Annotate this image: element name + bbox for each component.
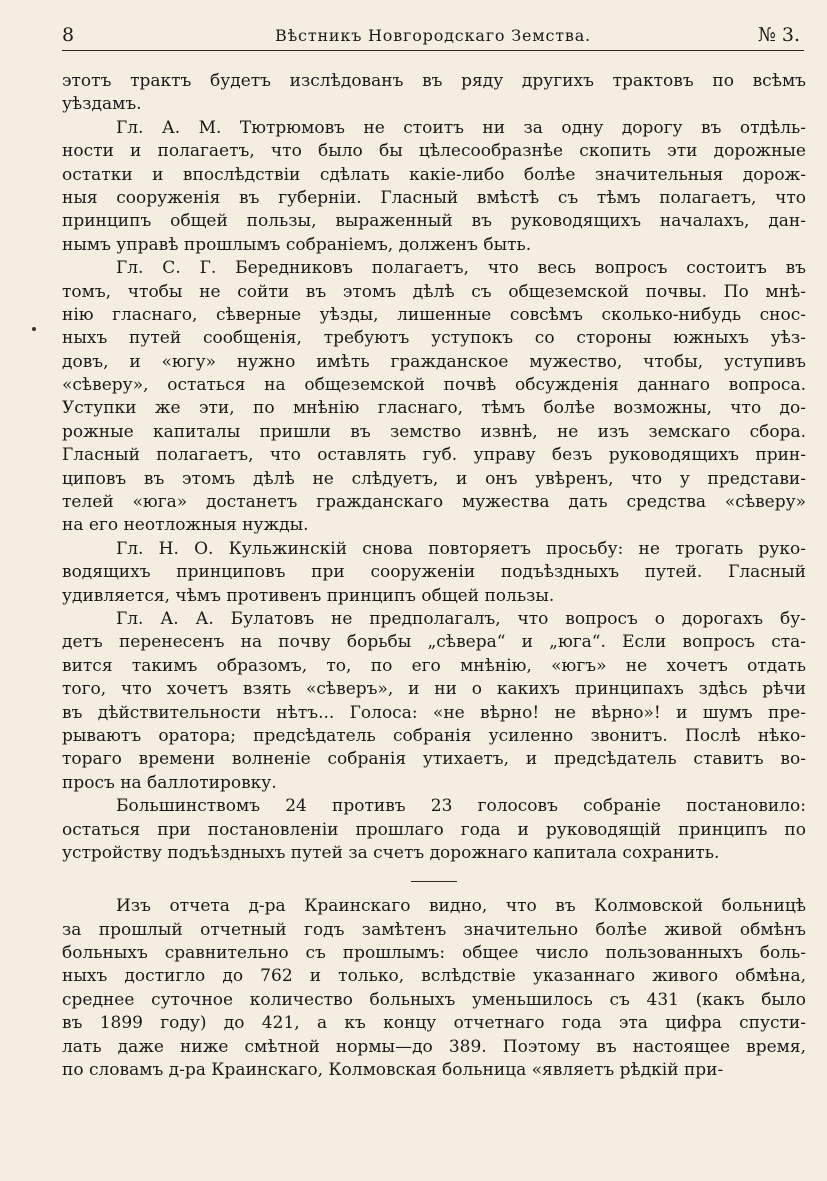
text-line: въ дѣйствительности нѣтъ... Голоса: «не вѣрно! не вѣрно»! и шумъ пре- bbox=[62, 702, 806, 723]
text-line: ныхъ достигло до 762 и только, вслѣдствіе указаннаго живого обмѣна, bbox=[62, 966, 806, 987]
text-line: нію гласнаго, сѣверные уѣзды, лишенные совсѣмъ сколько-нибудь снос- bbox=[62, 304, 806, 325]
journal-title: Вѣстникъ Новгородскаго Земства. bbox=[275, 26, 591, 45]
paragraph bbox=[62, 538, 806, 608]
text-line: того, что хочетъ взять «сѣверъ», и ни о какихъ принципахъ здѣсь рѣчи bbox=[62, 679, 806, 700]
text-line: Уступки же эти, по мнѣнію гласнаго, тѣмъ болѣе возможны, что до- bbox=[62, 398, 806, 419]
main-text-block bbox=[62, 70, 806, 865]
text-line: по словамъ д-ра Краинскаго, Колмовская больница «являетъ рѣдкій при- bbox=[62, 1060, 724, 1081]
text-line: среднее суточное количество больныхъ уменьшилось съ 431 (какъ было bbox=[62, 989, 806, 1010]
text-line: этотъ трактъ будетъ изслѣдованъ въ ряду другихъ трактовъ по всѣмъ bbox=[62, 71, 806, 91]
text-line: «сѣверу», остаться на общеземской почвѣ обсужденія даннаго вопроса. bbox=[62, 375, 806, 396]
body-text bbox=[62, 70, 806, 1082]
paragraph bbox=[62, 257, 806, 538]
issue-number: № 3. bbox=[757, 24, 800, 46]
text-line: уѣздамъ. bbox=[62, 94, 142, 115]
text-line: за прошлый отчетный годъ замѣтенъ значительно болѣе живой обмѣнъ bbox=[62, 919, 806, 940]
hospital-report-text-block bbox=[62, 895, 806, 1082]
text-line: Гл. Н. О. Кульжинскій снова повторяетъ просьбу: не трогать руко- bbox=[116, 538, 806, 559]
text-line: томъ, чтобы не сойти въ этомъ дѣлѣ съ общеземской почвы. По мнѣ- bbox=[62, 281, 806, 302]
text-line: Большинствомъ 24 противъ 23 голосовъ собраніе постановило: bbox=[116, 796, 806, 817]
text-line: остаться при постановленіи прошлаго года и руководящій принципъ по bbox=[62, 819, 806, 840]
text-line: Гл. С. Г. Бередниковъ полагаетъ, что весь вопросъ состоитъ въ bbox=[116, 258, 806, 279]
text-line: телей «юга» достанетъ гражданскаго мужества дать средства «сѣверу» bbox=[62, 492, 806, 513]
paragraph bbox=[62, 895, 806, 1082]
text-line: вится такимъ образомъ, то, по его мнѣнію, «югъ» не хочетъ отдать bbox=[62, 655, 806, 676]
text-line: принципъ общей пользы, выраженный въ руководящихъ началахъ, дан- bbox=[62, 211, 806, 232]
text-line: на его неотложныя нужды. bbox=[62, 515, 309, 536]
text-line: въ 1899 году) до 421, а къ концу отчетнаго года эта цифра спусти- bbox=[62, 1013, 806, 1034]
text-line: Гл. А. А. Булатовъ не предполагалъ, что вопросъ о дорогахъ бу- bbox=[116, 608, 806, 629]
text-line: удивляется, чѣмъ противенъ принципъ общей пользы. bbox=[62, 585, 555, 606]
paragraph bbox=[62, 608, 806, 795]
text-line: Гласный полагаетъ, что оставлять губ. управу безъ руководящихъ прин- bbox=[62, 445, 806, 466]
text-line: водящихъ принциповъ при сооруженіи подъѣздныхъ путей. Гласный bbox=[62, 562, 806, 583]
text-line: Изъ отчета д-ра Краинскаго видно, что въ Колмовской больницѣ bbox=[116, 896, 806, 917]
text-line: просъ на баллотировку. bbox=[62, 772, 277, 793]
text-line: нымъ управѣ прошлымъ собраніемъ, долженъ быть. bbox=[62, 234, 532, 255]
text-line: рываютъ оратора; предсѣдатель собранія усиленно звонитъ. Послѣ нѣко- bbox=[62, 725, 806, 746]
paragraph bbox=[62, 117, 806, 257]
page-number: 8 bbox=[62, 24, 75, 46]
text-line: устройству подъѣздныхъ путей за счетъ дорожнаго капитала сохранить. bbox=[62, 842, 720, 863]
text-line: довъ, и «югу» нужно имѣть гражданское мужество, чтобы, уступивъ bbox=[62, 351, 806, 372]
text-line: тораго времени волненіе собранія утихаетъ, и предсѣдатель ставитъ во- bbox=[62, 749, 806, 770]
text-line: больныхъ сравнительно съ прошлымъ: общее число пользованныхъ боль- bbox=[62, 943, 806, 964]
text-line: лать даже ниже смѣтной нормы—до 389. Поэтому въ настоящее время, bbox=[62, 1036, 806, 1057]
running-header bbox=[62, 22, 804, 51]
text-line: циповъ въ этомъ дѣлѣ не слѣдуетъ, и онъ увѣренъ, что у представи- bbox=[62, 468, 806, 489]
paragraph bbox=[62, 70, 806, 117]
text-line: ныя сооруженія въ губерніи. Гласный вмѣстѣ съ тѣмъ полагаетъ, что bbox=[62, 187, 806, 208]
text-line: остатки и впослѣдствіи сдѣлать какіе-либо болѣе значительныя дорож- bbox=[62, 164, 806, 185]
paragraph bbox=[62, 795, 806, 865]
section-divider bbox=[411, 881, 457, 882]
text-line: детъ перенесенъ на почву борьбы „сѣвера“ и „юга“. Если вопросъ ста- bbox=[62, 632, 806, 653]
text-line: Гл. А. М. Тютрюмовъ не стоитъ ни за одну дорогу въ отдѣль- bbox=[116, 117, 806, 138]
text-line: ности и полагаетъ, что было бы цѣлесообразнѣе скопить эти дорожные bbox=[62, 141, 806, 162]
text-line: ныхъ путей сообщенія, требуютъ уступокъ со стороны южныхъ уѣз- bbox=[62, 328, 806, 349]
margin-speck bbox=[32, 327, 36, 331]
text-line: рожные капиталы пришли въ земство извнѣ, не изъ земскаго сбора. bbox=[62, 421, 806, 442]
